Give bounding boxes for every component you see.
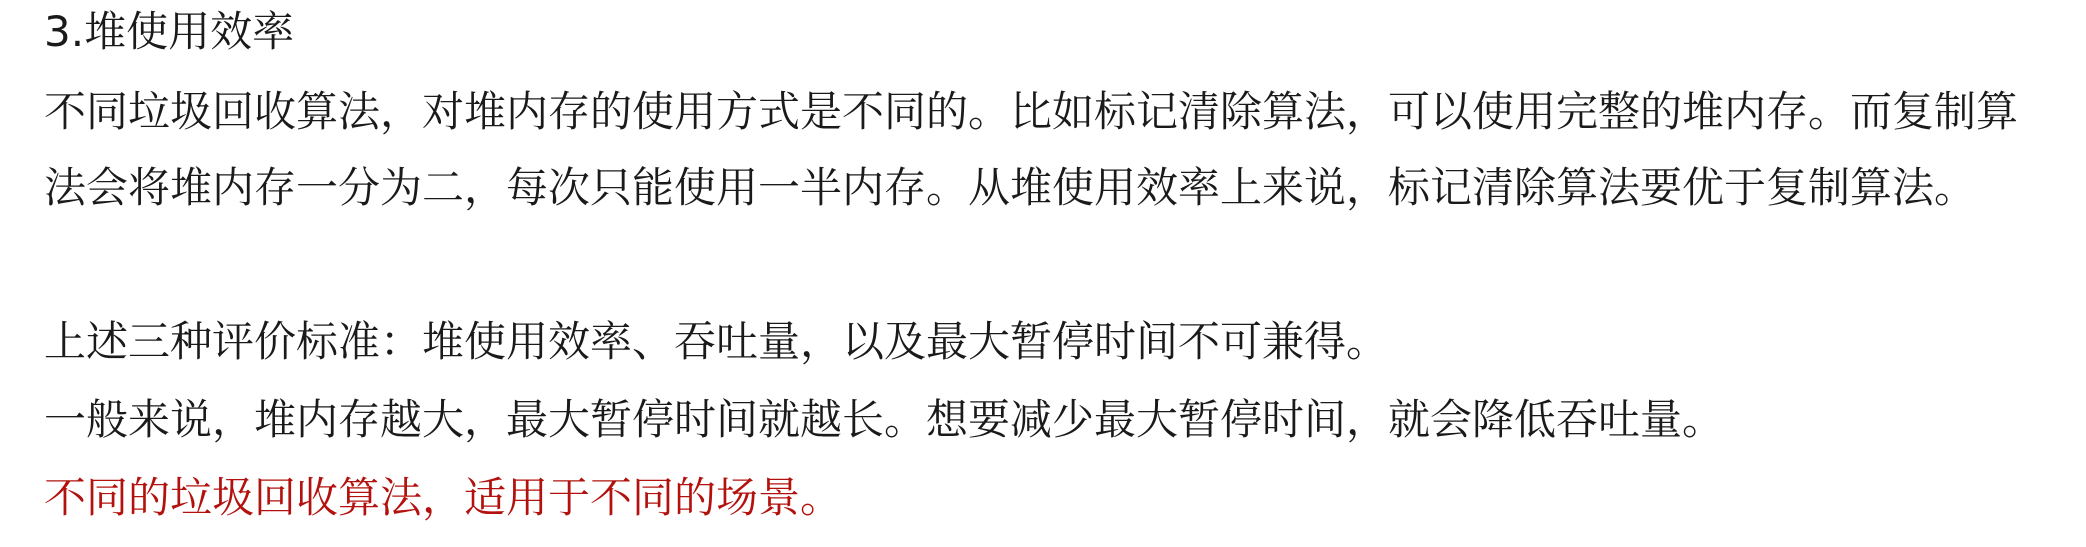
paragraph-line-2: 法会将堆内存一分为二，每次只能使用一半内存。从堆使用效率上来说，标记清除算法要优于复制算法。 <box>44 163 1977 212</box>
paragraph-line-1: 不同垃圾回收算法，对堆内存的使用方式是不同的。比如标记清除算法，可以使用完整的堆内存。而复制算 <box>44 87 2019 136</box>
summary-line-1: 上述三种评价标准：堆使用效率、吞吐量，以及最大暂停时间不可兼得。 <box>44 317 1389 366</box>
section-heading: 3.堆使用效率 <box>44 7 295 56</box>
conclusion-highlight: 不同的垃圾回收算法，适用于不同的场景。 <box>44 473 843 522</box>
summary-line-2: 一般来说，堆内存越大，最大暂停时间就越长。想要减少最大暂停时间，就会降低吞吐量。 <box>44 395 1725 444</box>
